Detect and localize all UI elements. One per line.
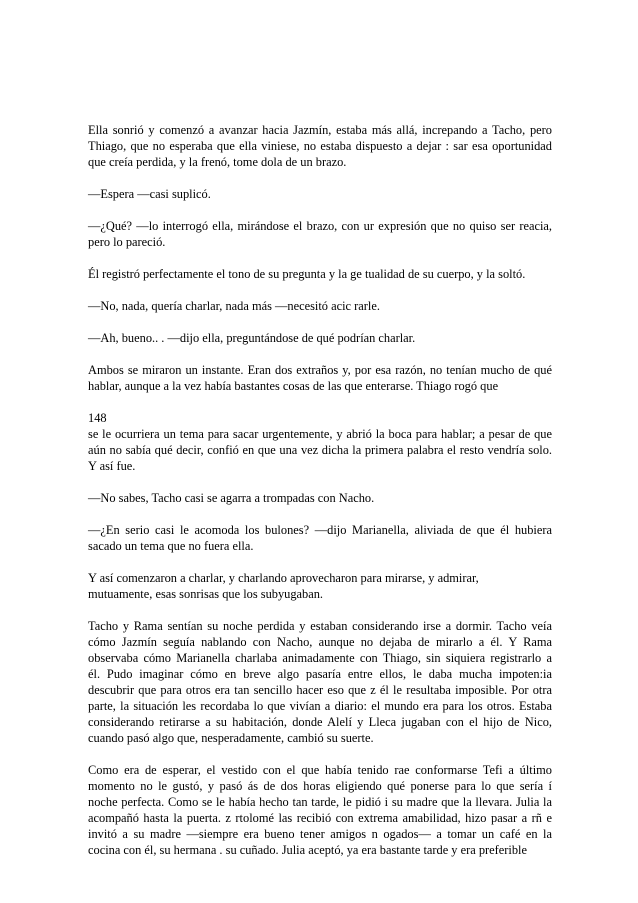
text-line: —¿Qué? —lo interrogó ella, mirándose el brazo, con ur expresión que no quiso ser reacia, xyxy=(88,219,552,233)
text-line: Ella sonrió y comenzó a avanzar hacia Jazmín, estaba más allá, increpando a Tacho, pero xyxy=(88,123,552,137)
page-number: 148 xyxy=(88,411,107,425)
paragraph xyxy=(88,218,552,250)
paragraph xyxy=(88,570,552,602)
text-line: Como era de esperar, el vestido con el que había tenido rae conformarse Tefi a último xyxy=(88,763,552,777)
text-line: cuando pasó algo que, nesperadamente, cambió su suerte. xyxy=(88,731,374,745)
paragraph xyxy=(88,522,552,554)
text-line: él. Pudo imaginar cómo en breve algo pasaría entre ellos, le daba mucha impoten:ia xyxy=(88,667,552,681)
paragraph xyxy=(88,362,552,394)
text-line: cómo Jazmín seguía nablando con Nacho, aunque no dejaba de mirarlo a él. Y Rama xyxy=(88,635,552,649)
text-line: —No, nada, quería charlar, nada más —necesitó acic rarle. xyxy=(88,299,380,313)
paragraph xyxy=(88,298,552,314)
text-line: observaba cómo Marianella charlaba animadamente con Thiago, sin siquiera registrarlo a xyxy=(88,651,552,665)
text-line: Tacho y Rama sentían su noche perdida y estaban considerando irse a dormir. Tacho veía xyxy=(88,619,552,633)
text-line: descubrir que para otros era tan sencillo hacer eso que z él le resultaba imposible. Por otra xyxy=(88,683,552,697)
document-page xyxy=(88,122,552,858)
text-line: —Espera —casi suplicó. xyxy=(88,187,211,201)
text-line: —¿En serio casi le acomoda los bulones? —dijo Marianella, aliviada de que él hubiera xyxy=(88,523,552,537)
text-line: acompañó hasta la puerta. z rtolomé las recibió con extrema amabilidad, hizo pasar a rñ e xyxy=(88,811,552,825)
text-line: mutuamente, esas sonrisas que los subyugaban. xyxy=(88,587,324,601)
paragraph xyxy=(88,618,552,746)
text-line: Ambos se miraron un instante. Eran dos extraños y, por esa razón, no tenían mucho de qué xyxy=(88,363,552,377)
text-line: Y así fue. xyxy=(88,459,136,473)
paragraph xyxy=(88,122,552,170)
text-line: Él registró perfectamente el tono de su pregunta y la ge tualidad de su cuerpo, y la soltó. xyxy=(88,267,526,281)
paragraph xyxy=(88,410,552,474)
text-line: invitó a su madre —siempre era bueno tener amigos n ogados— a tomar un café en la xyxy=(88,827,552,841)
text-line: que creía perdida, y la frenó, tome dola de un brazo. xyxy=(88,155,347,169)
text-line: se le ocurriera un tema para sacar urgentemente, y abrió la boca para hablar; a pesar de que xyxy=(88,427,552,441)
text-line: pero lo pareció. xyxy=(88,235,166,249)
text-line: hablar, aunque a la vez había bastantes cosas de las que enterarse. Thiago rogó que xyxy=(88,379,499,393)
text-line: noche perfecta. Como se le había hecho tan tarde, le pidió i su madre que la llevara. Julia la xyxy=(88,795,552,809)
paragraph xyxy=(88,330,552,346)
text-line: momento no le gustó, y pasó ás de dos horas eligiendo qué ponerse para lo que sería í xyxy=(88,779,552,793)
text-line: —No sabes, Tacho casi se agarra a trompadas con Nacho. xyxy=(88,491,375,505)
text-line: sacado un tema que no fuera ella. xyxy=(88,539,254,553)
paragraph xyxy=(88,266,552,282)
text-line: Thiago, que no esperaba que ella viniese, no estaba dispuesto a dejar : sar esa oportunidad xyxy=(88,139,552,153)
paragraph xyxy=(88,186,552,202)
paragraph xyxy=(88,762,552,858)
text-line: cocina con él, su hermana . su cuñado. Julia aceptó, ya era bastante tarde y era preferible xyxy=(88,843,527,857)
text-line: —Ah, bueno.. . —dijo ella, preguntándose de qué podrían charlar. xyxy=(88,331,416,345)
paragraph xyxy=(88,490,552,506)
text-line: aún no sabía qué decir, confió en que una vez dicha la primera palabra el resto vendría solo. xyxy=(88,443,552,457)
text-line: Y así comenzaron a charlar, y charlando aprovecharon para mirarse, y admirar, xyxy=(88,571,479,585)
text-line: considerando retirarse a su habitación, donde Alelí y Lleca jugaban con el hijo de Nico, xyxy=(88,715,552,729)
text-line: parte, la situación les recordaba lo que vivían a diario: el mundo era para los otros. Estaba xyxy=(88,699,552,713)
